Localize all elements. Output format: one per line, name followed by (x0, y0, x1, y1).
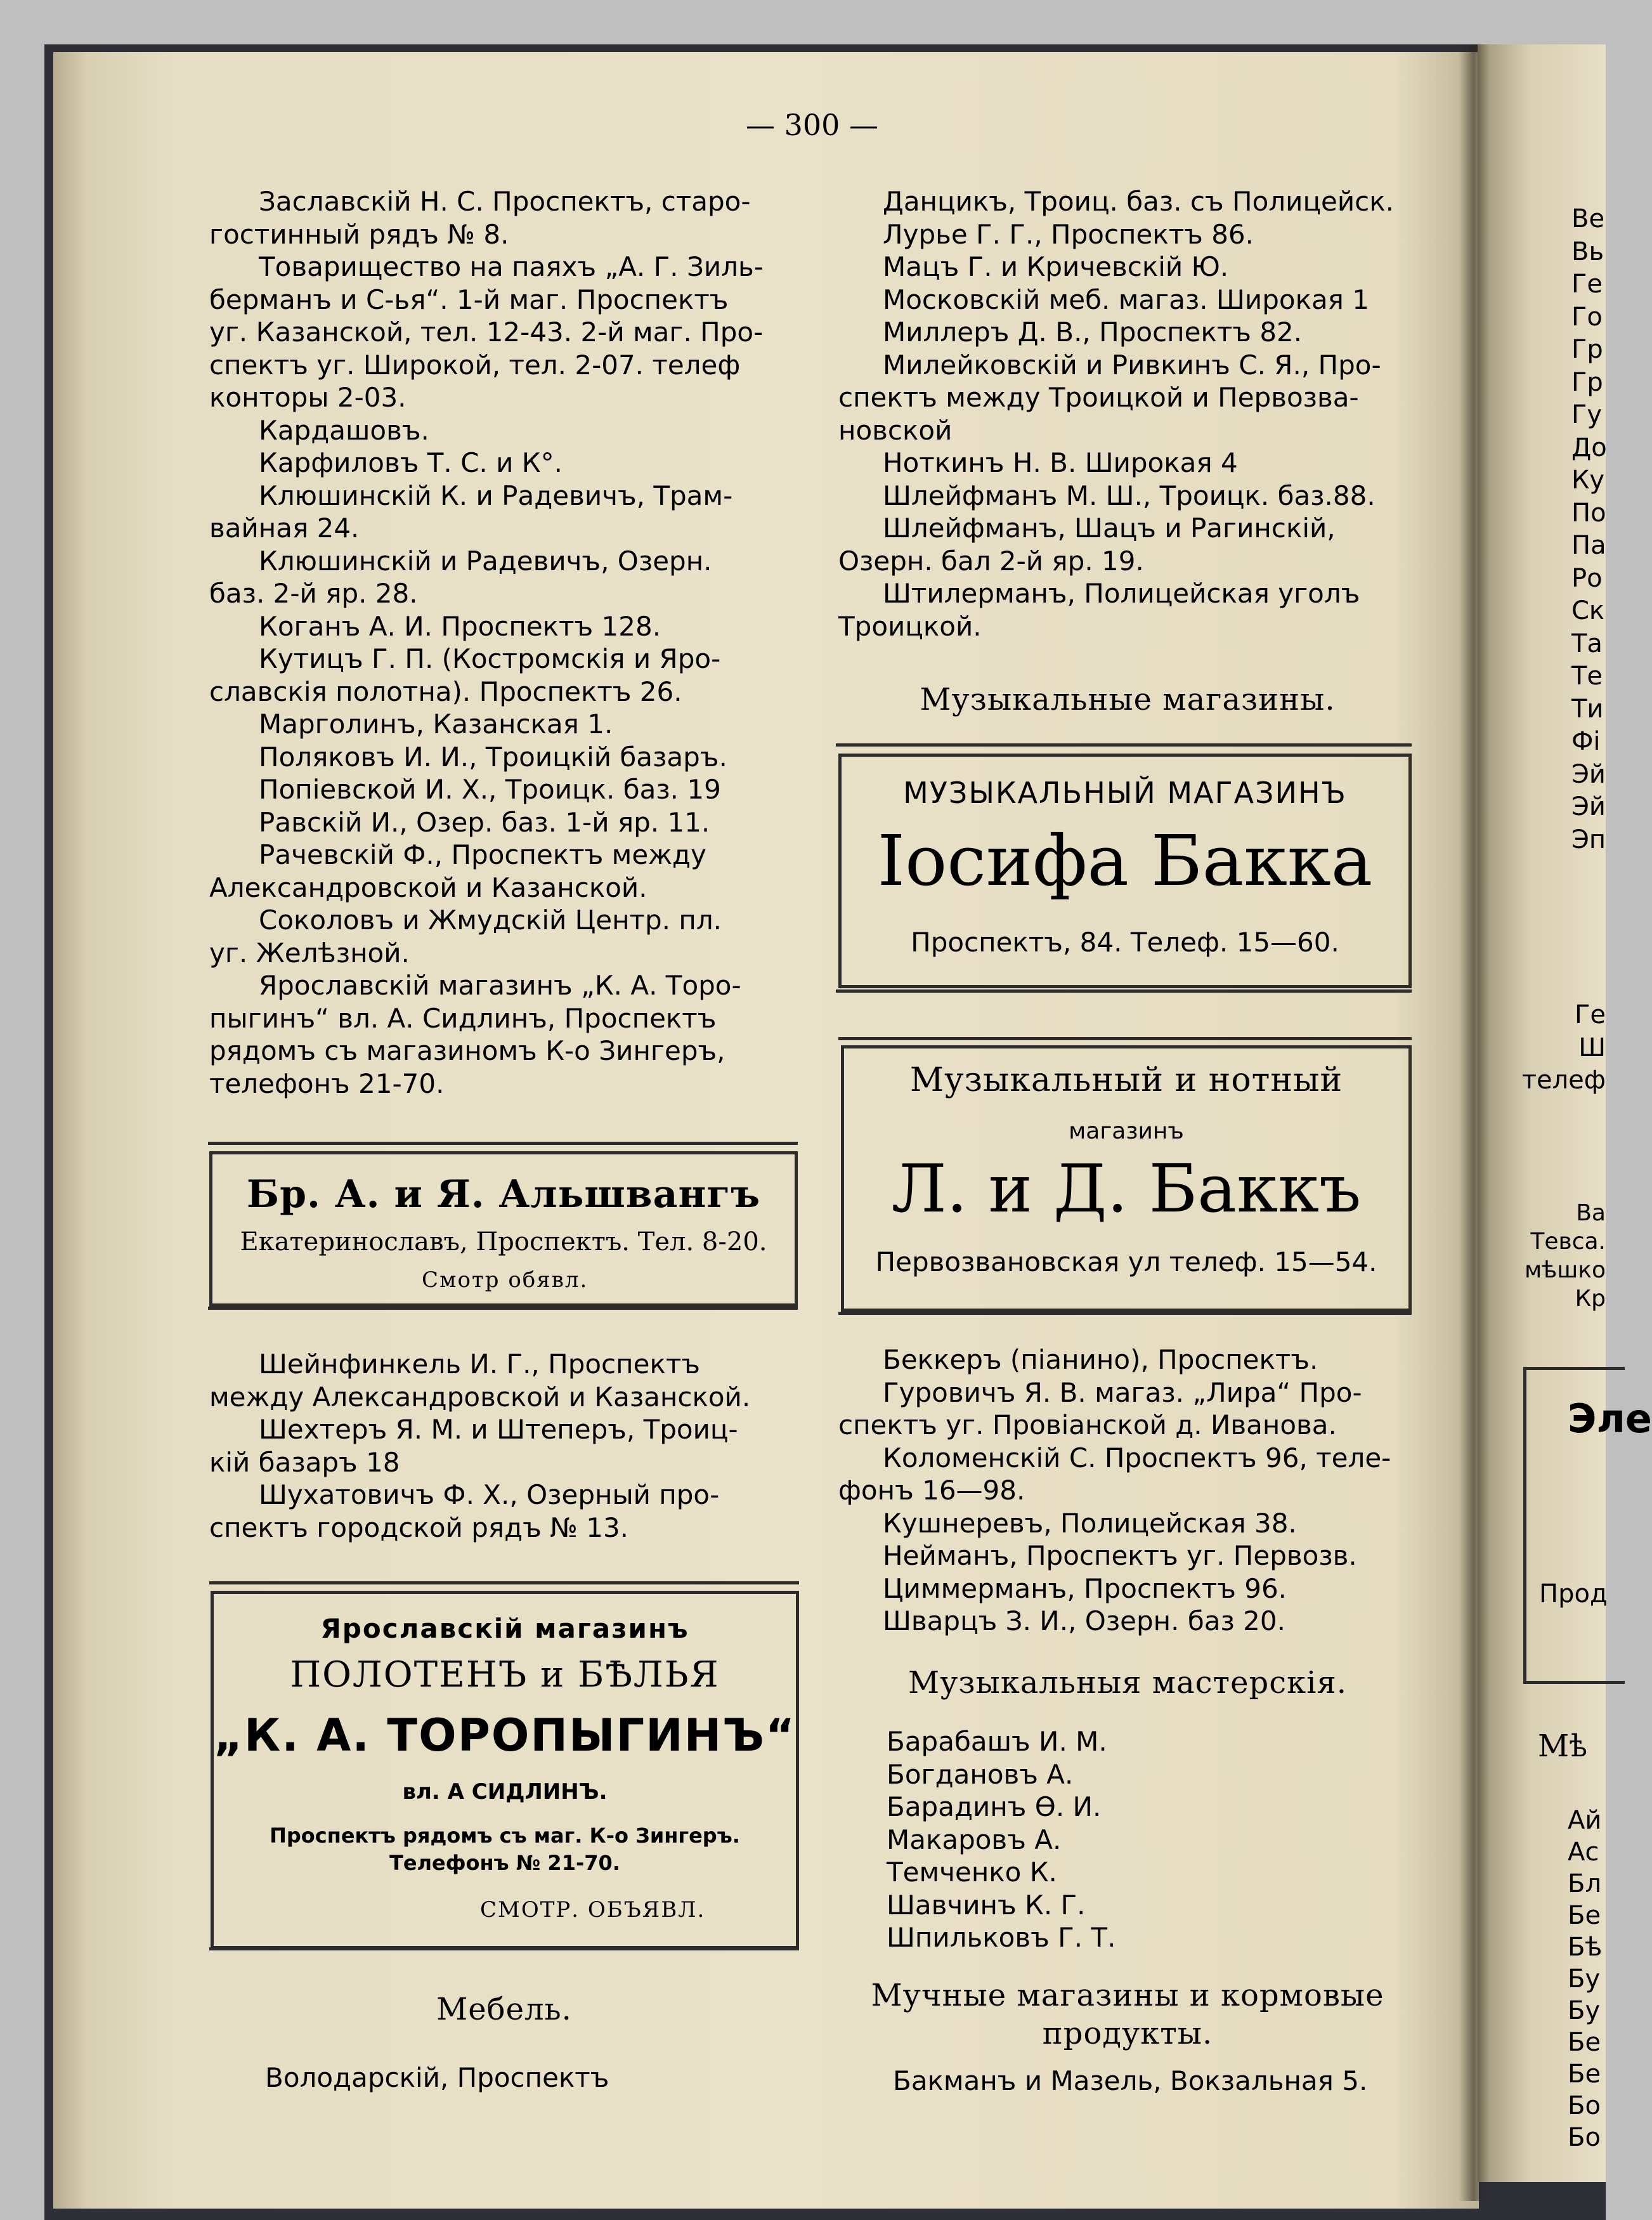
right-entries-2-block (838, 1343, 1417, 1638)
directory-entry-line: Беккеръ (піанино), Проспектъ. (883, 1344, 1318, 1375)
ad-bakk-iosif-address: Проспектъ, 84. Телеф. 15—60. (911, 927, 1339, 958)
directory-entry-line: Заславскій Н. С. Проспектъ, старо- (259, 186, 751, 217)
directory-entry-line: Коганъ А. И. Проспектъ 128. (259, 610, 661, 642)
directory-entry-line: Клюшинскій и Радевичъ, Озерн. (259, 545, 712, 577)
ad-bakk-iosif-rule-top (836, 743, 1412, 747)
right-entries-4 (838, 2065, 1417, 2098)
directory-entry-line: Шлейфманъ, Шацъ и Рагинскій, (883, 513, 1336, 544)
right-page-line: Бе (1568, 2060, 1601, 2089)
right-page-ad-text: Прод (1539, 1579, 1608, 1609)
ad-toropygin-rule-top (209, 1581, 799, 1584)
directory-entry-line: Шехтеръ Я. М. и Штеперъ, Троиц- (259, 1414, 738, 1445)
directory-entry-line: Карфиловъ Т. С. и К°. (259, 447, 563, 478)
directory-entry-line: Данцикъ, Троиц. баз. съ Полицейск. (883, 186, 1394, 217)
directory-entry-line: Рачевскій Ф., Проспектъ между (259, 839, 706, 870)
right-page-lines-4 (1568, 1805, 1602, 2153)
ad-toropygin-address2: Телефонъ № 21-70. (389, 1851, 620, 1875)
right-page-lines-1 (1571, 203, 1607, 856)
directory-entry-line: уг. Казанской, тел. 12-43. 2-й маг. Про- (209, 317, 764, 348)
right-page-line: Ск (1571, 596, 1605, 625)
ad-bakk-ld-rule-top (838, 1037, 1412, 1040)
left-entries-3-block (265, 2061, 804, 2094)
book-gutter (1459, 44, 1489, 2201)
directory-entry-line: спектъ уг. Широкой, тел. 2-07. телеф (209, 349, 741, 381)
directory-entry-line: рядомъ съ магазиномъ К-о Зингеръ, (209, 1035, 725, 1066)
directory-entry-line: Троицкой. (838, 610, 982, 642)
directory-entry-line: Темченко К. (887, 1857, 1057, 1888)
right-page-lines-3 (1478, 1199, 1606, 1313)
directory-entry-line: Миллеръ Д. В., Проспектъ 82. (883, 317, 1303, 348)
ad-alshvang-title: Бр. А. и Я. Альшвангъ (246, 1172, 761, 1217)
music-workshops-heading: Музыкальныя мастерскія. (907, 1665, 1348, 1701)
left-entries-2 (209, 1348, 799, 1544)
directory-entry-line: Лурье Г. Г., Проспектъ 86. (883, 218, 1254, 250)
directory-entry-line: Озерн. бал 2-й яр. 19. (838, 545, 1144, 577)
directory-entry-line: конторы 2-03. (209, 382, 406, 413)
right-page-line: Ас (1568, 1838, 1599, 1867)
right-entries-2 (838, 1343, 1417, 1638)
directory-entry-line: Равскій И., Озер. баз. 1-й яр. 11. (259, 806, 710, 838)
right-page-line: Ш (1578, 1033, 1606, 1062)
ad-bakk-ld-address: Первозвановская ул телеф. 15—54. (875, 1246, 1377, 1277)
directory-entry-line: берманъ и С-ья“. 1-й маг. Проспектъ (209, 284, 729, 315)
right-page-line: Ти (1571, 694, 1604, 724)
right-page-ad-title: Эле (1568, 1395, 1652, 1442)
directory-entry-line: Кардашовъ. (259, 414, 429, 446)
right-page-line: Эй (1571, 792, 1606, 821)
ad-bakk-iosif (838, 754, 1412, 988)
right-page-line: Го (1571, 302, 1603, 332)
right-page-line: Бѣ (1568, 1933, 1603, 1962)
right-page-line: Ай (1568, 1806, 1602, 1835)
right-page-line: Ве (1571, 204, 1605, 233)
ad-toropygin-owner: вл. А СИДЛИНЪ. (402, 1779, 608, 1805)
directory-entry-line: Циммерманъ, Проспектъ 96. (883, 1572, 1287, 1604)
ad-toropygin-name: „К. А. ТОРОПЫГИНЪ“ (214, 1709, 797, 1761)
right-page-line: Бу (1568, 1964, 1601, 1994)
right-page-lines-2 (1478, 999, 1606, 1097)
directory-entry-line: Кушнеревъ, Полицейская 38. (883, 1507, 1297, 1539)
right-page-sliver (1478, 44, 1652, 2182)
right-page-line: Па (1571, 531, 1606, 560)
directory-entry-line: Шварцъ З. И., Озерн. баз 20. (883, 1605, 1285, 1636)
ad-alshvang (209, 1151, 798, 1307)
directory-entry-line: телефонъ 21-70. (209, 1068, 445, 1099)
right-page-line: Вь (1571, 237, 1604, 266)
directory-entry-line: Гуровичъ Я. В. магаз. „Лира“ Про- (883, 1376, 1362, 1408)
directory-entry-line: Володарскій, Проспектъ (265, 2062, 609, 2093)
directory-entry-line: Товарищество на паяхъ „А. Г. Зиль- (259, 251, 764, 282)
directory-entry-line: спектъ между Троицкой и Первозва- (838, 382, 1359, 413)
flour-heading-2: продукты. (1042, 2016, 1213, 2051)
ad-bakk-ld (841, 1045, 1412, 1312)
right-page-line: Гр (1571, 335, 1603, 364)
right-page-line: Ку (1571, 466, 1605, 495)
ad-alshvang-rule-bottom (208, 1307, 798, 1310)
ad-toropygin (211, 1591, 799, 1949)
directory-entry-line: кій базаръ 18 (209, 1446, 400, 1478)
right-page-line: По (1571, 498, 1606, 528)
right-page-line: Кр (1575, 1286, 1606, 1312)
right-page-line: До (1571, 433, 1607, 462)
directory-entry-line: Нейманъ, Проспектъ уг. Первозв. (883, 1540, 1357, 1571)
right-page-line: Ро (1571, 563, 1603, 593)
directory-entry-line: баз. 2-й яр. 28. (209, 578, 418, 609)
ad-toropygin-rule-bottom (209, 1947, 799, 1950)
directory-entry-line: вайная 24. (209, 513, 360, 544)
right-page-line: Бо (1568, 2123, 1601, 2152)
page-number: — 300 — (746, 108, 879, 142)
left-column (209, 185, 799, 1100)
directory-entry-line: Соколовъ и Жмудскій Центр. пл. (259, 904, 722, 936)
ad-bakk-ld-name: Л. и Д. Баккъ (891, 1150, 1362, 1227)
ad-toropygin-note: СМОТР. ОБЪЯВЛ. (480, 1897, 706, 1923)
right-entries-3-block (838, 1725, 1417, 1954)
directory-entry-line: Бакманъ и Мазель, Вокзальная 5. (893, 2065, 1368, 2096)
ad-bakk-ld-rule-bottom (838, 1312, 1412, 1315)
directory-entry-line: Богдановъ А. (887, 1758, 1074, 1790)
directory-entry-line: Барабашъ И. М. (887, 1726, 1107, 1757)
right-page-line: Бе (1568, 1901, 1601, 1930)
ad-bakk-ld-line2: магазинъ (1069, 1118, 1184, 1144)
directory-entry-line: Коломенскій С. Проспектъ 96, теле- (883, 1442, 1391, 1473)
right-page-line: Бу (1568, 1996, 1601, 2025)
directory-entry-line: Ноткинъ Н. В. Широкая 4 (883, 447, 1238, 478)
ad-bakk-iosif-name: Іосифа Бакка (877, 820, 1373, 901)
ad-bakk-iosif-line1: МУЗЫКАЛЬНЫЙ МАГАЗИНЪ (903, 776, 1347, 810)
right-entries (838, 185, 1417, 643)
ad-alshvang-note: Смотр обявл. (422, 1267, 589, 1293)
ad-alshvang-address: Екатеринославъ, Проспектъ. Тел. 8-20. (240, 1227, 767, 1257)
right-entries-4-block (838, 2065, 1417, 2098)
right-page-line: Ге (1574, 1000, 1606, 1029)
directory-entry-line: Шпильковъ Г. Т. (887, 1922, 1116, 1953)
right-page-line: мѣшко (1524, 1257, 1606, 1283)
ad-toropygin-address1: Проспектъ рядомъ съ маг. К-о Зингеръ. (270, 1824, 740, 1848)
right-page-line: Гр (1571, 367, 1603, 397)
right-column (838, 185, 1417, 643)
directory-entry-line: Попіевской И. Х., Троицк. баз. 19 (259, 774, 721, 805)
right-page-line: Ге (1571, 270, 1603, 299)
directory-entry-line: Кутицъ Г. П. (Костромскія и Яро- (259, 643, 721, 674)
directory-entry-line: Мацъ Г. и Кричевскій Ю. (883, 251, 1229, 282)
left-entries (209, 185, 799, 1100)
right-page-line: Бе (1568, 2028, 1601, 2057)
directory-entry-line: спектъ городской рядъ № 13. (209, 1512, 629, 1543)
left-entries-2-block (209, 1348, 799, 1544)
right-page-heading-fragment: Мѣ (1538, 1728, 1588, 1764)
directory-entry-line: Шлейфманъ М. Ш., Троицк. баз.88. (883, 480, 1376, 511)
directory-entry-line: уг. Желѣзной. (209, 937, 410, 969)
directory-entry-line: Александровской и Казанской. (209, 872, 647, 903)
directory-entry-line: гостинный рядъ № 8. (209, 218, 509, 250)
directory-entry-line: Барадинъ Ѳ. И. (887, 1791, 1102, 1822)
directory-entry-line: Клюшинскій К. и Радевичъ, Трам- (259, 480, 733, 511)
directory-entry-line: славскія полотна). Проспектъ 26. (209, 676, 682, 707)
ad-toropygin-line2: ПОЛОТЕНЪ и БѢЛЬЯ (290, 1654, 720, 1695)
directory-entry-line: Шухатовичъ Ф. Х., Озерный про- (259, 1479, 720, 1510)
right-page-line: Эп (1571, 825, 1606, 854)
directory-entry-line: Поляковъ И. И., Троицкій базаръ. (259, 741, 727, 773)
right-page-line: Ва (1576, 1200, 1606, 1226)
right-page-line: Бо (1568, 2091, 1601, 2120)
furniture-heading: Мебель. (436, 1992, 572, 2027)
ad-alshvang-rule-top (208, 1142, 798, 1145)
directory-entry-line: новской (838, 414, 953, 446)
directory-entry-line: пыгинъ“ вл. А. Сидлинъ, Проспектъ (209, 1002, 717, 1034)
directory-entry-line: Шавчинъ К. Г. (887, 1889, 1086, 1921)
left-entries-3 (265, 2061, 804, 2094)
right-page-line: Та (1571, 629, 1603, 658)
directory-entry-line: Ярославскій магазинъ „К. А. Торо- (259, 970, 741, 1001)
right-page-line: Фі (1571, 727, 1601, 756)
flour-heading-1: Мучные магазины и кормовые (871, 1978, 1384, 2013)
music-shops-heading: Музыкальные магазины. (920, 682, 1336, 717)
directory-entry-line: Милейковскій и Ривкинъ С. Я., Про- (883, 349, 1381, 381)
right-page-line: Эй (1571, 759, 1606, 789)
directory-entry-line: Макаровъ А. (887, 1824, 1062, 1855)
directory-entry-line: спектъ уг. Провіанской д. Иванова. (838, 1409, 1337, 1440)
right-page-line: Тевса. (1530, 1229, 1606, 1255)
ad-bakk-iosif-rule-bottom (836, 989, 1412, 993)
right-entries-3 (838, 1725, 1417, 1954)
right-page-line: Гу (1571, 400, 1603, 429)
directory-entry-line: Московскій меб. магаз. Широкая 1 (883, 284, 1370, 315)
right-page-line: телеф (1521, 1066, 1606, 1095)
directory-entry-line: фонъ 16—98. (838, 1475, 1025, 1506)
directory-entry-line: между Александровской и Казанской. (209, 1381, 751, 1413)
ad-toropygin-line1: Ярославскій магазинъ (320, 1613, 689, 1644)
directory-entry-line: Марголинъ, Казанская 1. (259, 708, 613, 740)
directory-entry-line: Штилерманъ, Полицейская уголъ (883, 578, 1360, 609)
ad-bakk-ld-line1: Музыкальный и нотный (909, 1061, 1343, 1099)
right-page-line: Те (1571, 662, 1603, 691)
directory-entry-line: Шейнфинкель И. Г., Проспектъ (259, 1348, 700, 1380)
right-page-line: Бл (1568, 1869, 1602, 1898)
